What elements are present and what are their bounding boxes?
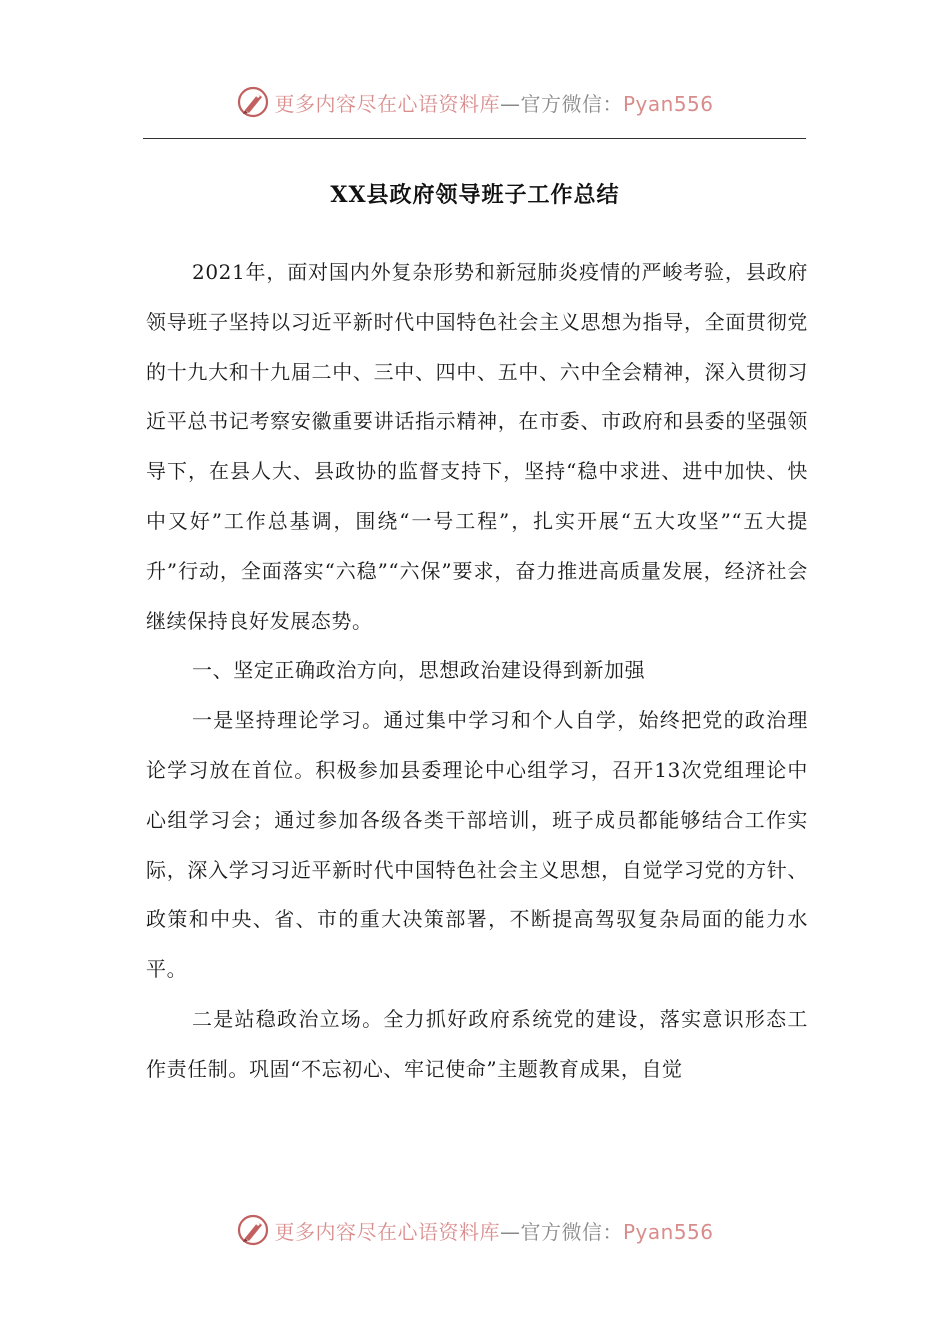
header-divider: [143, 138, 806, 139]
document-body: [146, 248, 808, 1095]
header-watermark-banner: [0, 80, 950, 124]
pen-nib-seal-icon: [236, 85, 270, 119]
watermark-text: 更多内容尽在心语资料库—官方微信：Pyan556: [274, 1219, 714, 1244]
watermark-text: 更多内容尽在心语资料库—官方微信：Pyan556: [274, 91, 714, 116]
document-title: XX县政府领导班子工作总结: [330, 182, 620, 208]
paragraph-intro: 2021年，面对国内外复杂形势和新冠肺炎疫情的严峻考验，县政府领导班子坚持以习近平新时代中国特色社会主义思想为指导，全面贯彻党的十九大和十九届二中、三中、四中、五中、六中全会精神，深入贯彻习近平总书记考察安徽重要讲话指示精神，在市委、市政府和县委的坚强领导下，在县人大、县政协的监督支持下，坚持“稳中求进、进中加快、快中又好”工作总基调，围绕“一号工程”，扎实开展“五大攻坚”“五大提升”行动，全面落实“六稳”“六保”要求，奋力推进高质量发展，经济社会继续保持良好发展态势。: [146, 260, 808, 633]
footer-watermark-banner: [0, 1208, 950, 1252]
section-heading-1: 一、坚定正确政治方向，思想政治建设得到新加强: [192, 658, 646, 683]
paragraph-theory-study: 一是坚持理论学习。通过集中学习和个人自学，始终把党的政治理论学习放在首位。积极参加县委理论中心组学习，召开13次党组理论中心组学习会；通过参加各级各类干部培训，班子成员都能够结合工作实际，深入学习习近平新时代中国特色社会主义思想，自觉学习党的方针、政策和中央、省、市的重大决策部署，不断提高驾驭复杂局面的能力水平。: [146, 708, 808, 982]
pen-nib-seal-icon: [236, 1213, 270, 1247]
paragraph-political-stance: 二是站稳政治立场。全力抓好政府系统党的建设，落实意识形态工作责任制。巩固“不忘初心、牢记使命”主题教育成果，自觉: [146, 1006, 808, 1081]
